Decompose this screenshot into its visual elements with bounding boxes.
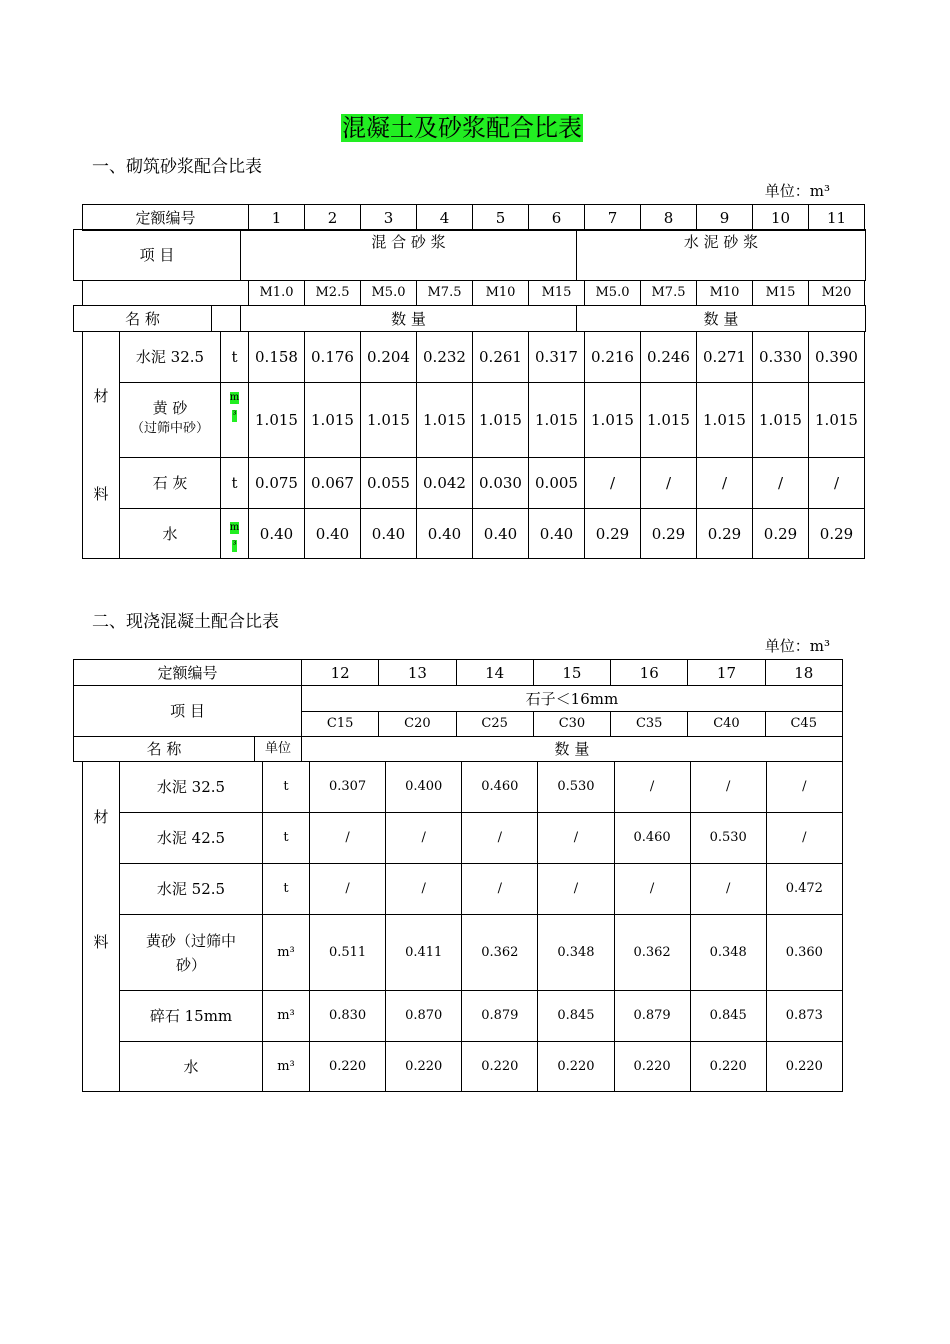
- value-cell: 0.360: [766, 915, 842, 991]
- material-unit: m³: [263, 991, 310, 1042]
- value-cell: /: [386, 864, 462, 915]
- value-cell: /: [697, 458, 753, 509]
- value-cell: 0.362: [462, 915, 538, 991]
- code-cell: 15: [533, 660, 610, 686]
- value-cell: 0.232: [417, 332, 473, 383]
- grade-cell: C45: [765, 712, 842, 737]
- unit-label: 单位: [255, 737, 302, 762]
- value-cell: 0.830: [310, 991, 386, 1042]
- section1-unit: 单位：m³: [764, 182, 830, 200]
- code-label: 定额编号: [74, 660, 302, 686]
- value-cell: 0.879: [462, 991, 538, 1042]
- material-char-2: 料: [93, 485, 109, 503]
- material-unit: t: [221, 458, 249, 509]
- value-cell: 0.005: [529, 458, 585, 509]
- material-name-sub: （过筛中砂）: [130, 421, 209, 436]
- code-cell: 8: [641, 205, 697, 231]
- value-cell: /: [462, 813, 538, 864]
- value-cell: 0.29: [641, 509, 697, 559]
- value-cell: 0.067: [305, 458, 361, 509]
- value-cell: /: [614, 864, 690, 915]
- value-cell: 1.015: [249, 383, 305, 458]
- name-label: 名 称: [74, 306, 212, 332]
- code-cell: 9: [697, 205, 753, 231]
- value-cell: 0.845: [690, 991, 766, 1042]
- unit-highlight-top: m: [229, 392, 240, 403]
- value-cell: 0.330: [753, 332, 809, 383]
- code-cell: 3: [361, 205, 417, 231]
- value-cell: 0.317: [529, 332, 585, 383]
- value-cell: 0.220: [538, 1042, 614, 1092]
- value-cell: 0.511: [310, 915, 386, 991]
- material-name: 碎石 15mm: [120, 991, 263, 1042]
- value-cell: 0.879: [614, 991, 690, 1042]
- value-cell: 0.40: [361, 509, 417, 559]
- value-cell: 0.29: [753, 509, 809, 559]
- item-label: 项 目: [74, 230, 241, 281]
- material-name: 石 灰: [120, 458, 221, 509]
- value-cell: 0.348: [538, 915, 614, 991]
- value-cell: /: [809, 458, 865, 509]
- value-cell: 0.40: [417, 509, 473, 559]
- grade-cell: M7.5: [417, 281, 473, 306]
- value-cell: 0.29: [697, 509, 753, 559]
- grade-cell: C15: [302, 712, 379, 737]
- material-name: 黄砂（过筛中砂）: [120, 915, 263, 991]
- value-cell: 0.40: [529, 509, 585, 559]
- mortar-material-table: [82, 331, 865, 559]
- value-cell: 0.40: [305, 509, 361, 559]
- value-cell: 0.216: [585, 332, 641, 383]
- unit-blank: [212, 306, 241, 332]
- value-cell: /: [690, 762, 766, 813]
- group-mixed-mortar: 混 合 砂 浆: [241, 230, 577, 281]
- code-cell: 4: [417, 205, 473, 231]
- value-cell: /: [614, 762, 690, 813]
- code-cell: 7: [585, 205, 641, 231]
- value-cell: /: [538, 864, 614, 915]
- grade-cell: C40: [688, 712, 765, 737]
- value-cell: 1.015: [361, 383, 417, 458]
- code-cell: 11: [809, 205, 865, 231]
- material-side-label: [83, 762, 120, 1092]
- value-cell: 0.845: [538, 991, 614, 1042]
- grade-cell: C20: [379, 712, 456, 737]
- material-name: 水: [120, 1042, 263, 1092]
- code-cell: 1: [249, 205, 305, 231]
- value-cell: 1.015: [697, 383, 753, 458]
- material-name: 水泥 32.5: [120, 762, 263, 813]
- item-label: 项 目: [74, 686, 302, 737]
- material-side-label: [83, 332, 120, 559]
- grade-cell: M10: [697, 281, 753, 306]
- value-cell: 0.220: [690, 1042, 766, 1092]
- material-unit: t: [221, 332, 249, 383]
- grade-cell: M7.5: [641, 281, 697, 306]
- grade-cell: C25: [456, 712, 533, 737]
- value-cell: 1.015: [473, 383, 529, 458]
- section2-unit: 单位：m³: [764, 637, 830, 655]
- value-cell: 0.460: [614, 813, 690, 864]
- value-cell: 1.015: [753, 383, 809, 458]
- value-cell: 0.870: [386, 991, 462, 1042]
- value-cell: 0.246: [641, 332, 697, 383]
- value-cell: /: [538, 813, 614, 864]
- name-label: 名 称: [74, 737, 255, 762]
- material-name-main: 黄 砂: [152, 399, 188, 417]
- code-cell: 5: [473, 205, 529, 231]
- value-cell: 0.390: [809, 332, 865, 383]
- material-unit: m³: [263, 1042, 310, 1092]
- quantity-label-1: 数 量: [241, 306, 577, 332]
- value-cell: 0.307: [310, 762, 386, 813]
- material-unit: t: [263, 762, 310, 813]
- value-cell: 0.030: [473, 458, 529, 509]
- material-unit: m³: [263, 915, 310, 991]
- quantity-label: 数 量: [302, 737, 843, 762]
- material-name: [120, 383, 221, 458]
- value-cell: 0.40: [249, 509, 305, 559]
- value-cell: 0.220: [310, 1042, 386, 1092]
- value-cell: /: [310, 864, 386, 915]
- value-cell: 1.015: [305, 383, 361, 458]
- value-cell: /: [766, 813, 842, 864]
- value-cell: /: [386, 813, 462, 864]
- value-cell: 0.472: [766, 864, 842, 915]
- unit-highlight-bottom: ³: [232, 410, 237, 421]
- code-cell: 17: [688, 660, 765, 686]
- value-cell: 0.220: [614, 1042, 690, 1092]
- concrete-material-table: [82, 761, 843, 1092]
- code-cell: 12: [302, 660, 379, 686]
- value-cell: 0.204: [361, 332, 417, 383]
- grade-cell: M10: [473, 281, 529, 306]
- value-cell: 1.015: [641, 383, 697, 458]
- value-cell: 0.873: [766, 991, 842, 1042]
- value-cell: 0.055: [361, 458, 417, 509]
- value-cell: 0.530: [690, 813, 766, 864]
- value-cell: 0.29: [585, 509, 641, 559]
- value-cell: 0.220: [386, 1042, 462, 1092]
- material-name: 水: [120, 509, 221, 559]
- code-label: 定额编号: [83, 205, 249, 231]
- value-cell: /: [753, 458, 809, 509]
- value-cell: 0.271: [697, 332, 753, 383]
- concrete-header-table: [73, 659, 843, 762]
- mortar-code-row: [82, 204, 865, 231]
- material-unit: t: [263, 864, 310, 915]
- value-cell: /: [462, 864, 538, 915]
- section2-heading: 二、现浇混凝土配合比表: [92, 612, 279, 632]
- section1-heading: 一、砌筑砂浆配合比表: [92, 157, 262, 177]
- material-unit: t: [263, 813, 310, 864]
- code-cell: 18: [765, 660, 842, 686]
- code-cell: 16: [611, 660, 688, 686]
- value-cell: 0.158: [249, 332, 305, 383]
- grade-cell: M5.0: [361, 281, 417, 306]
- value-cell: /: [585, 458, 641, 509]
- code-cell: 2: [305, 205, 361, 231]
- value-cell: 1.015: [417, 383, 473, 458]
- value-cell: 0.400: [386, 762, 462, 813]
- material-char-1: 材: [93, 808, 109, 826]
- value-cell: 0.348: [690, 915, 766, 991]
- value-cell: 0.176: [305, 332, 361, 383]
- value-cell: 1.015: [809, 383, 865, 458]
- value-cell: /: [690, 864, 766, 915]
- grade-cell: C35: [611, 712, 688, 737]
- value-cell: 1.015: [585, 383, 641, 458]
- code-cell: 6: [529, 205, 585, 231]
- value-cell: 0.220: [462, 1042, 538, 1092]
- group-cement-mortar: 水 泥 砂 浆: [577, 230, 866, 281]
- material-char-1: 材: [93, 387, 109, 405]
- grade-cell: M15: [529, 281, 585, 306]
- value-cell: 0.40: [473, 509, 529, 559]
- material-name: 水泥 52.5: [120, 864, 263, 915]
- value-cell: 0.220: [766, 1042, 842, 1092]
- material-char-2: 料: [93, 933, 109, 951]
- value-cell: 0.530: [538, 762, 614, 813]
- material-unit: [221, 383, 249, 458]
- value-cell: 0.042: [417, 458, 473, 509]
- grade-blank: [83, 281, 249, 306]
- grade-cell: M15: [753, 281, 809, 306]
- grade-cell: M2.5: [305, 281, 361, 306]
- grade-cell: C30: [533, 712, 610, 737]
- material-unit: [221, 509, 249, 559]
- grade-cell: M1.0: [249, 281, 305, 306]
- value-cell: 1.015: [529, 383, 585, 458]
- code-cell: 10: [753, 205, 809, 231]
- value-cell: /: [766, 762, 842, 813]
- material-name: 水泥 42.5: [120, 813, 263, 864]
- value-cell: 0.29: [809, 509, 865, 559]
- value-cell: 0.261: [473, 332, 529, 383]
- code-cell: 14: [456, 660, 533, 686]
- document-title: 混凝土及砂浆配合比表: [342, 114, 582, 142]
- unit-highlight-bottom: ³: [232, 539, 237, 551]
- value-cell: 0.411: [386, 915, 462, 991]
- unit-highlight-top: m: [229, 521, 240, 533]
- mortar-grade-row: [82, 280, 865, 306]
- value-cell: 0.075: [249, 458, 305, 509]
- group-stone-size: 石子＜16mm: [302, 686, 843, 712]
- value-cell: 0.362: [614, 915, 690, 991]
- grade-cell: M5.0: [585, 281, 641, 306]
- material-name: 水泥 32.5: [120, 332, 221, 383]
- quantity-label-2: 数 量: [577, 306, 866, 332]
- code-cell: 13: [379, 660, 456, 686]
- grade-cell: M20: [809, 281, 865, 306]
- value-cell: /: [310, 813, 386, 864]
- mortar-name-row: [73, 305, 866, 332]
- mortar-group-row: [73, 229, 866, 281]
- value-cell: 0.460: [462, 762, 538, 813]
- value-cell: /: [641, 458, 697, 509]
